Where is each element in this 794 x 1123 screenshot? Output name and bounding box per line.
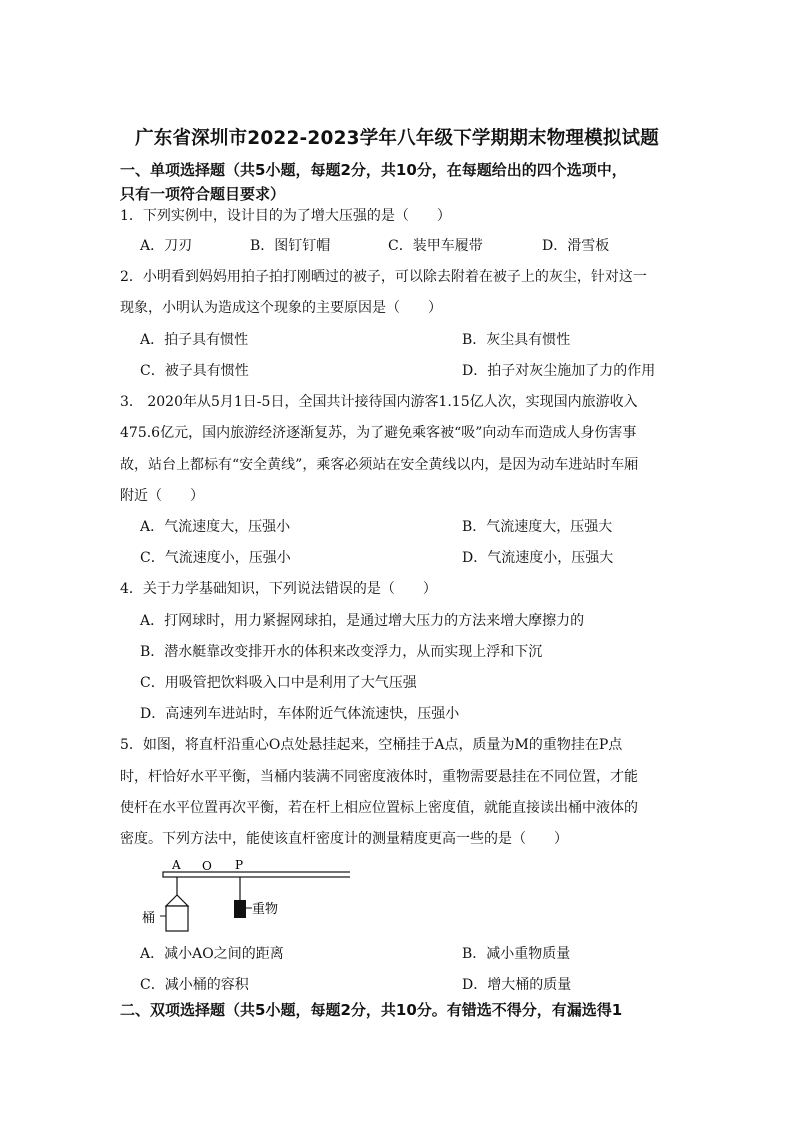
question-3-stem-line1: 3． 2020年从5月1日-5日，全国共计接待国内游客1.15亿人次，实现国内旅游收入 [120,394,638,410]
question-5-stem-line1: 5．如图，将直杆沿重心O点处悬挂起来，空桶挂于A点，质量为M的重物挂在P点 [120,737,623,753]
question-3-option-c: C．气流速度小，压强小 [140,550,291,566]
lever-figure [130,850,350,940]
question-4-option-d: D．高速列车进站时，车体附近气体流速快，压强小 [140,706,460,722]
point-o-label: O [202,859,212,873]
question-5-stem-line2: 时，杆恰好水平平衡，当桶内装满不同密度液体时，重物需要悬挂在不同位置，才能 [120,769,638,785]
weight-block [234,900,246,918]
question-3-option-b: B．气流速度大，压强大 [462,519,613,535]
lever-diagram [130,850,350,940]
question-5-option-a: A．减小AO之间的距离 [140,946,284,962]
question-3-stem-line3: 故，站台上都标有“安全黄线”，乘客必须站在安全黄线以内，是因为动车进站时车厢 [120,457,639,473]
section1-heading-line1: 一、单项选择题（共5小题，每题2分，共10分，在每题给出的四个选项中， [120,161,627,179]
question-3-option-a: A．气流速度大，压强小 [140,519,291,535]
question-5-stem-line3: 使杆在水平位置再次平衡，若在杆上相应位置标上密度值，就能直接读出桶中液体的 [120,800,638,816]
question-1-option-b: B．图钉钉帽 [250,238,331,254]
section1-heading-line2: 只有一项符合题目要求） [120,185,286,203]
question-5-option-b: B．减小重物质量 [462,946,571,962]
question-3-stem-line4: 附近（ ） [120,488,204,504]
question-2-option-a: A．拍子具有惯性 [140,332,249,348]
question-2-option-d: D．拍子对灰尘施加了力的作用 [462,363,656,379]
point-a-label: A [172,858,181,872]
question-5-option-d: D．增大桶的质量 [462,977,572,993]
lever-rod [163,872,350,877]
question-1-option-c: C．装甲车履带 [388,238,483,254]
weight-label: 重物 [252,902,279,917]
section2-heading-line1: 二、双项选择题（共5小题，每题2分，共10分。有错选不得分，有漏选得1 [120,1001,623,1019]
question-3-stem-line2: 475.6亿元，国内旅游经济逐渐复苏，为了避免乘客被“吸”向动车而造成人身伤害事 [120,425,637,441]
question-2-option-c: C．被子具有惯性 [140,363,249,379]
question-3-option-d: D．气流速度小，压强大 [462,550,614,566]
question-4-option-c: C．用吸管把饮料吸入口中是利用了大气压强 [140,675,417,691]
question-2-stem-line1: 2．小明看到妈妈用拍子拍打刚晒过的被子，可以除去附着在被子上的灰尘，针对这一 [120,269,647,285]
question-5-stem-line4: 密度。下列方法中，能使该直杆密度计的测量精度更高一些的是（ ） [120,831,568,847]
bucket-handle [166,895,188,906]
question-2-stem-line2: 现象，小明认为造成这个现象的主要原因是（ ） [120,300,442,316]
question-4-option-b: B．潜水艇靠改变排开水的体积来改变浮力，从而实现上浮和下沉 [140,644,543,660]
page-title: 广东省深圳市2022-2023学年八年级下学期期末物理模拟试题 [135,128,659,149]
question-1-option-a: A．刀刃 [140,238,193,254]
question-1-option-d: D．滑雪板 [542,238,610,254]
point-p-label: P [235,858,244,872]
question-4-option-a: A．打网球时，用力紧握网球拍，是通过增大压力的方法来增大摩擦力的 [140,613,585,629]
bucket [166,906,188,931]
question-4-stem: 4．关于力学基础知识，下列说法错误的是（ ） [120,581,437,597]
question-1-stem: 1．下列实例中，设计目的为了增大压强的是（ ） [120,208,451,224]
bucket-label: 桶 [142,911,156,926]
question-2-option-b: B．灰尘具有惯性 [462,332,571,348]
question-5-option-c: C．减小桶的容积 [140,977,249,993]
